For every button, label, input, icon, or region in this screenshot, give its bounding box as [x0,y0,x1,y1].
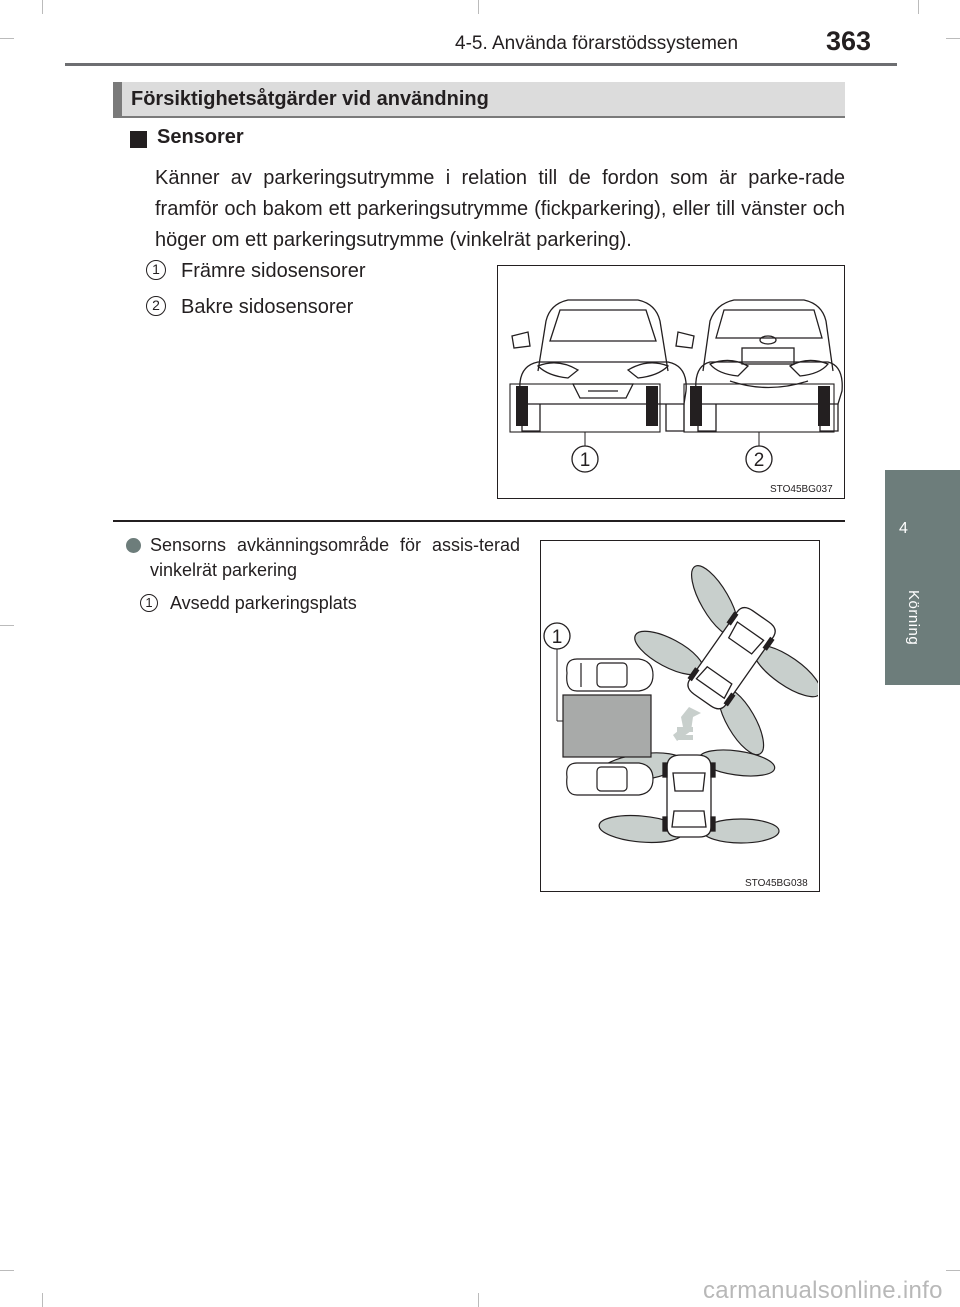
crop-mark [918,0,919,14]
chapter-label: Körning [905,590,922,646]
sensors-heading: Sensorer [157,126,244,148]
rear-sensor-area [684,384,834,432]
item-number-badge: 2 [146,296,166,316]
car-front-view [512,300,694,431]
chapter-tab [885,470,960,685]
figure-code: STO45BG038 [745,878,808,889]
front-side-sensors-label: Främre sidosensorer [181,260,366,282]
intended-parking-space-label: Avsedd parkeringsplats [170,593,357,613]
figure-code: STO45BG037 [770,484,833,495]
square-bullet-icon [130,131,147,148]
crop-mark [0,38,14,39]
watermark: carmanualsonline.info [703,1277,943,1304]
item-number-badge: 1 [146,260,166,280]
front-left-sensor [516,386,528,426]
turn-arrow-icon [673,707,701,741]
parked-car-upper [567,659,653,691]
front-sensor-area [510,384,660,432]
item-number-badge: 1 [140,594,158,612]
round-bullet-icon [126,538,141,553]
crop-mark [478,1293,479,1307]
crop-mark [0,625,14,626]
front-right-sensor [646,386,658,426]
rear-side-sensors-label: Bakre sidosensorer [181,296,354,318]
rear-left-sensor [690,386,702,426]
car-front-rear-illustration [498,266,843,497]
callout-number: 1 [579,450,591,471]
moving-car-lower [663,755,715,837]
section-divider [113,520,845,522]
page-number: 363 [826,26,872,56]
callout-number: 1 [551,627,563,648]
sensor-figure [497,265,845,499]
caution-rule [113,116,845,118]
crop-mark [42,1293,43,1307]
header-rule [65,63,897,66]
crop-mark [946,38,960,39]
chapter-number: 4 [899,520,908,537]
sensors-paragraph: Känner av parkeringsutrymme i relation till de fordon som är parke-rade framför och bakom ett parkeringsutrymme (fickparkering), eller till vänster och höger om ett parkeringsutrymme (vinkelrät parkering). [155,167,845,251]
perpendicular-parking-illustration [541,541,818,890]
target-parking-space [563,695,651,757]
callout-number: 2 [753,450,765,471]
crop-mark [42,0,43,14]
crop-mark [946,1270,960,1271]
detection-bullet-text: Sensorns avkänningsområde för assis-terad vinkelrät parkering [150,535,520,580]
header-section-title: 4-5. Använda förarstödssystemen [455,33,739,54]
crop-mark [478,0,479,14]
crop-mark [0,1270,14,1271]
parked-car-lower [567,763,653,795]
detection-figure [540,540,820,892]
caution-title: Försiktighetsåtgärder vid användning [131,88,489,110]
rear-right-sensor [818,386,830,426]
